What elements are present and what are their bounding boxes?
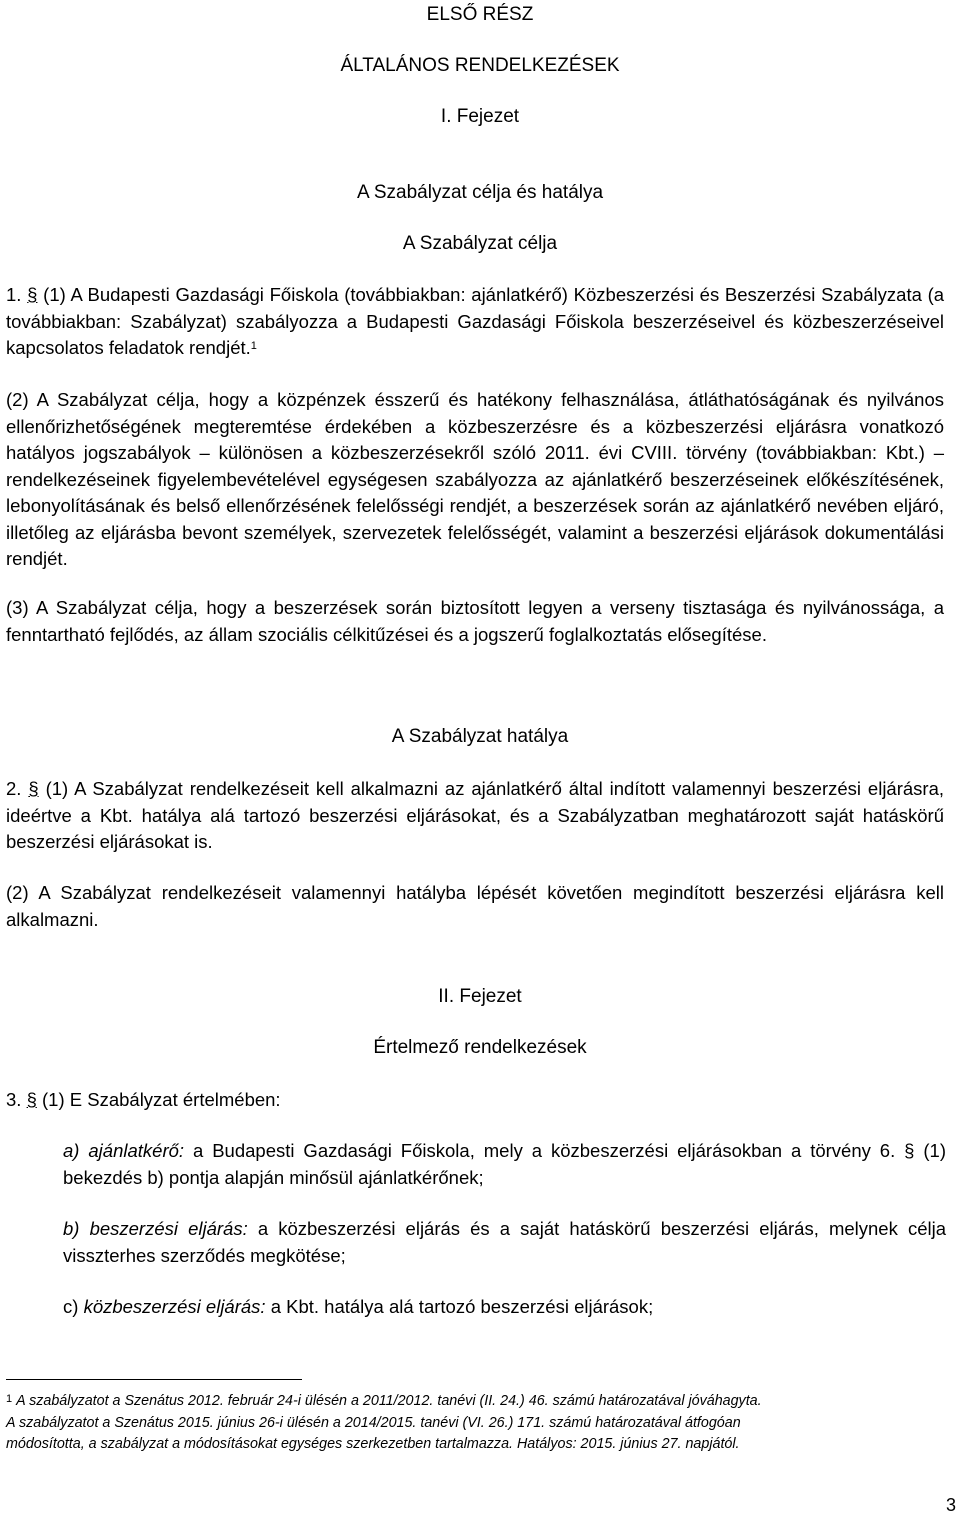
section-1-paragraph-3: (3) A Szabályzat célja, hogy a beszerzések során biztosított legyen a verseny tisztasága és nyilvánossága, a fenntartható fejlődés, az állam szociális célkitűzései és a jogszerű foglalkoztatás elősegítése. [6,597,944,645]
section-1-paragraph-1 [6,282,944,362]
definition-text: a Budapesti Gazdasági Főiskola, mely a közbeszerzési eljárásokban a törvény 6. § (1) bekezdés b) pontja alapján minősül ajánlatkérőnek; [63,1140,946,1188]
scope-heading: A Szabályzat hatálya [391,726,569,747]
footnote-reference[interactable]: 1 [250,340,257,352]
section-3-number: 3. [6,1089,22,1110]
section-1-number: 1. [6,284,22,305]
section-2-text: (1) A Szabályzat rendelkezéseit kell alkalmazni az ajánlatkérő által indított valamennyi beszerzési eljárásra, ideértve a Kbt. hatálya alá tartozó beszerzési eljárásokat, és a Szabályzatban meghatározott saját hatáskörű beszerzési eljárásokat is. [6,778,945,852]
footnote-line: módosította, a szabályzat a módosításokat egységes szerkezetben tartalmazza. Hatályos: 2015. június 27. napjától. [6,1436,740,1452]
footnote-mark: 1 [6,1393,13,1405]
chapter-2-heading: II. Fejezet [438,986,522,1007]
section-3-intro [6,1087,944,1114]
chapter-1-heading: I. Fejezet [440,106,520,127]
page-number: 3 [945,1495,956,1515]
chapter-1-title: A Szabályzat célja és hatálya [356,182,604,203]
footnote-line: A szabályzatot a Szenátus 2015. június 26-i ülésén a 2014/2015. tanévi (VI. 26.) 171. számú határozatával átfogóan [6,1414,741,1431]
section-sign: § [28,778,39,799]
section-1-text: (1) A Budapesti Gazdasági Főiskola (továbbiakban: ajánlatkérő) Közbeszerzési és Beszerzési Szabályzata (a továbbiakban: Szabályzat) szabályozza a Budapesti Gazdasági Főiskola beszerzéseivel és közbeszerzéseivel kapcsolatos feladatok rendjét. [6,284,945,358]
chapter-2-title: Értelmező rendelkezések [373,1037,587,1058]
definition-label: b) [63,1218,80,1239]
definition-label: a) [63,1140,80,1161]
definition-term: közbeszerzési eljárás: [83,1296,266,1317]
section-1-paragraph-2: (2) A Szabályzat célja, hogy a közpénzek ésszerű és hatékony felhasználása, átláthatóságának és nyilvános ellenőrizhetőségének megteremtése érdekében a közbeszerzésre és a közbeszerzési eljárásra vonatkozó hatályos jogszabályok – különösen a közbeszerzésekről szóló 2011. évi CVIII. törvény (továbbiakban: Kbt.) – rendelkezéseinek figyelembevételével egységesen szabályozza az ajánlatkérő beszerzéseinek előkészítésének, lebonyolításának és belső ellenőrzésének felelősségi rendjét, a beszerzések során az ajánlatkérő nevében eljáró, illetőleg az eljárásba bevont személyek, szervezetek felelősségét, valamint a beszerzési eljárások dokumentálási rendjét. [6,389,944,569]
section-2-paragraph-1 [6,776,944,856]
section-2-number: 2. [6,778,22,799]
purpose-heading: A Szabályzat célja [402,233,558,254]
footnote [6,1391,946,1456]
definition-term: ajánlatkérő: [88,1140,185,1161]
section-3-intro-text: (1) E Szabályzat értelmében: [42,1089,281,1110]
section-2-paragraph-2: (2) A Szabályzat rendelkezéseit valamennyi hatályba lépését követően megindított beszerzési eljárásra kell alkalmazni. [6,882,944,930]
definition-item [63,1294,946,1321]
definition-text: a Kbt. hatálya alá tartozó beszerzési eljárások; [265,1296,654,1317]
definition-item [63,1138,946,1191]
general-heading: ÁLTALÁNOS RENDELKEZÉSEK [340,55,620,76]
footnote-line: $^1$ A szabályzatot a Szenátus 2012. február 24-i ülésén a 2011/2012. tanévi (II. 24.) 46. számú határozatával jóváhagyta. [6,1393,762,1409]
definition-text: a közbeszerzési eljárás és a saját hatáskörű beszerzési eljárás, melynek célja visszterhes szerződés megkötése; [63,1218,946,1266]
part-heading: ELSŐ RÉSZ [426,4,534,25]
definition-label: c) [63,1296,79,1317]
footnote-separator [6,1379,302,1380]
section-sign: § [26,1089,37,1110]
definition-item [63,1216,946,1269]
section-sign: § [27,284,38,305]
definition-term: beszerzési eljárás: [89,1218,248,1239]
